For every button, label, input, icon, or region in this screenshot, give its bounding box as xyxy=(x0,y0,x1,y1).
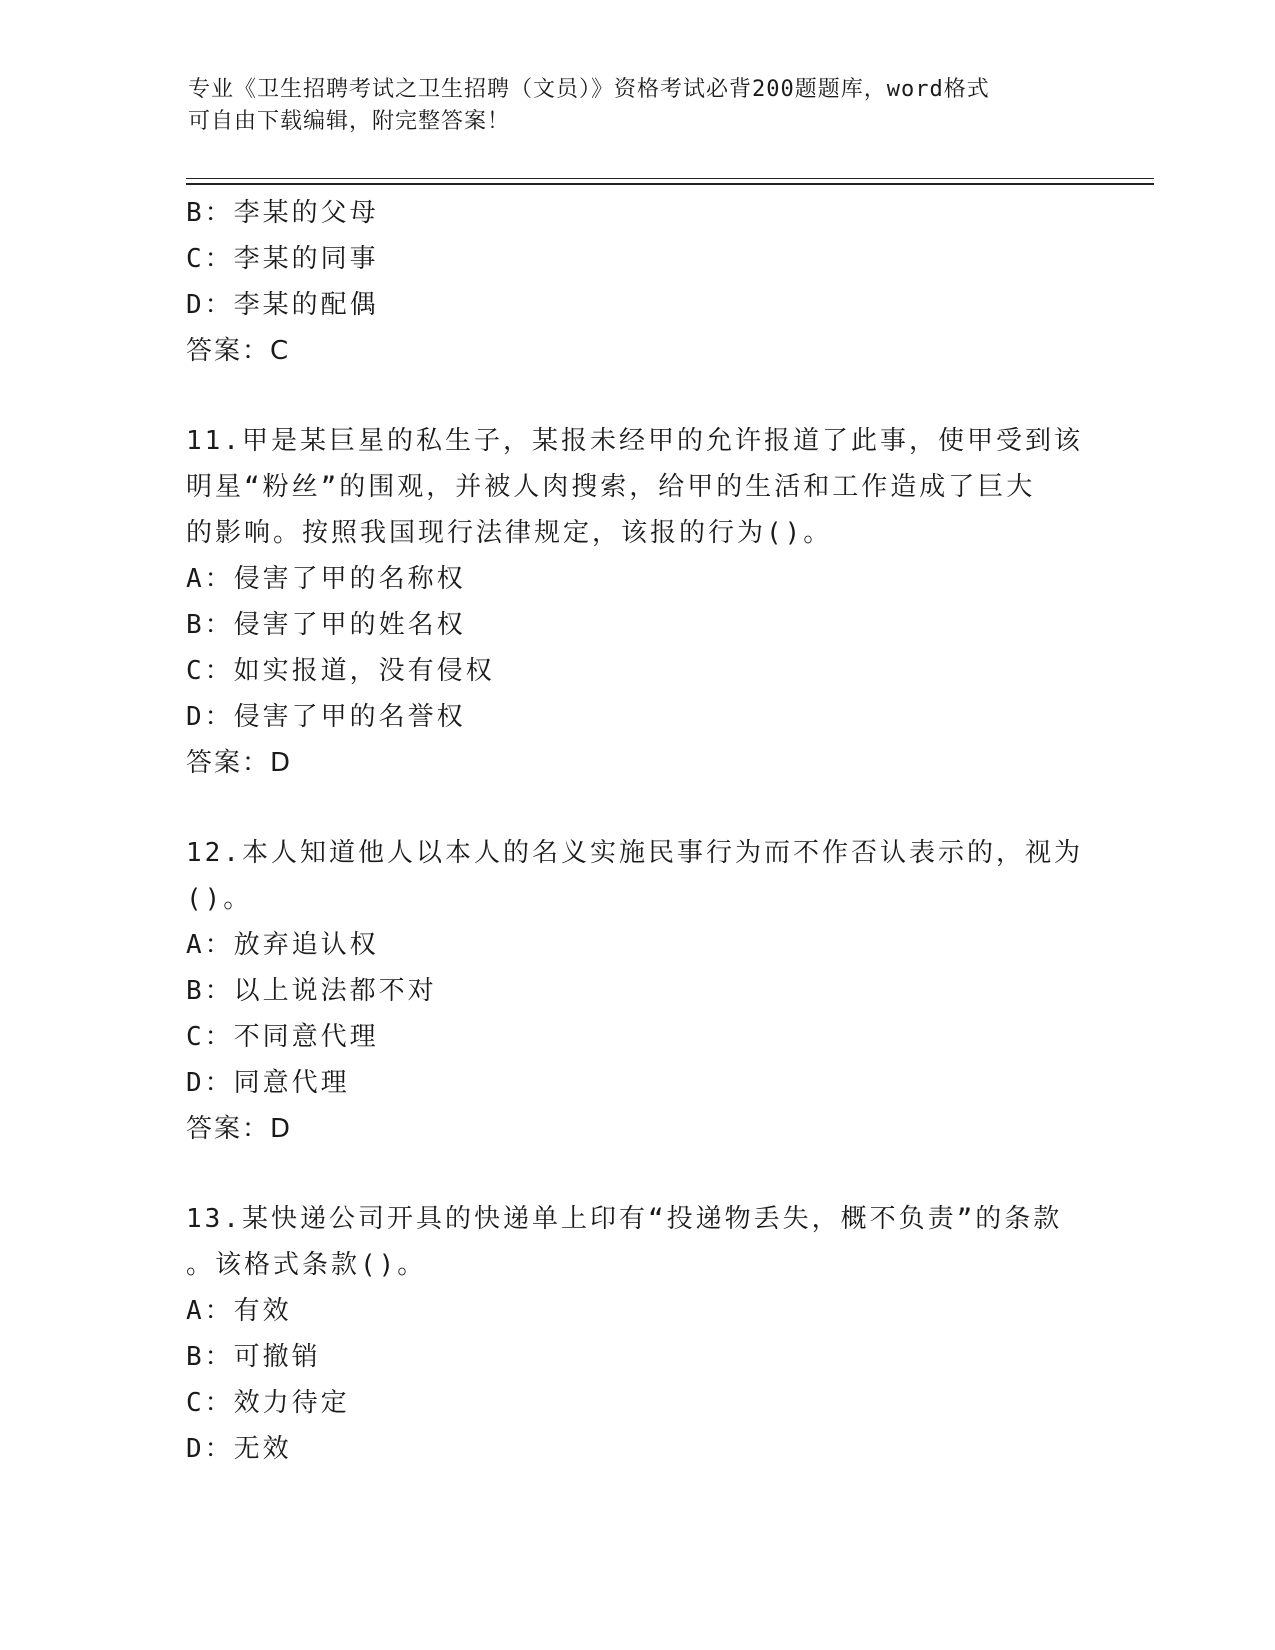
option-a: A：有效 xyxy=(186,1296,292,1326)
question-text-line: 。该格式条款()。 xyxy=(186,1250,427,1280)
option-d: D：李某的配偶 xyxy=(186,290,379,320)
header-rule-thin xyxy=(186,178,1154,179)
option-c: C：效力待定 xyxy=(186,1388,350,1418)
question-10-continued xyxy=(186,190,1086,374)
option-d: D：无效 xyxy=(186,1434,292,1464)
option-c: C：李某的同事 xyxy=(186,244,379,274)
header-line-1: 专业《卫生招聘考试之卫生招聘（文员）》资格考试必背200题题库，word格式 xyxy=(188,77,990,102)
question-text-line: ()。 xyxy=(186,884,253,914)
question-text-line: 明星“粉丝”的围观，并被人肉搜索，给甲的生活和工作造成了巨大 xyxy=(186,472,1036,502)
header-rule-thick xyxy=(186,183,1154,185)
option-d: D：侵害了甲的名誉权 xyxy=(186,702,466,732)
question-text-line: 12.本人知道他人以本人的名义实施民事行为而不作否认表示的，视为 xyxy=(186,838,1083,868)
question-list xyxy=(186,190,1086,1472)
header-line-2: 可自由下载编辑，附完整答案！ xyxy=(188,109,511,134)
question-text-line: 的影响。按照我国现行法律规定，该报的行为()。 xyxy=(186,518,833,548)
question-text-line: 11.甲是某巨星的私生子，某报未经甲的允许报道了此事，使甲受到该 xyxy=(186,426,1083,456)
document-header xyxy=(188,74,1088,138)
answer-label: 答案：D xyxy=(186,1114,293,1144)
option-b: B：可撤销 xyxy=(186,1342,321,1372)
question-text-line: 13.某快递公司开具的快递单上印有“投递物丢失，概不负责”的条款 xyxy=(186,1204,1063,1234)
question-13 xyxy=(186,1196,1086,1472)
answer-label: 答案：D xyxy=(186,748,293,778)
option-a: A：侵害了甲的名称权 xyxy=(186,564,466,594)
option-b: B：以上说法都不对 xyxy=(186,976,437,1006)
option-c: C：不同意代理 xyxy=(186,1022,379,1052)
question-11 xyxy=(186,418,1086,786)
option-a: A：放弃追认权 xyxy=(186,930,379,960)
option-b: B：侵害了甲的姓名权 xyxy=(186,610,466,640)
answer-label: 答案：C xyxy=(186,336,291,366)
option-d: D：同意代理 xyxy=(186,1068,350,1098)
option-c: C：如实报道，没有侵权 xyxy=(186,656,495,686)
option-b: B：李某的父母 xyxy=(186,198,379,228)
question-12 xyxy=(186,830,1086,1152)
